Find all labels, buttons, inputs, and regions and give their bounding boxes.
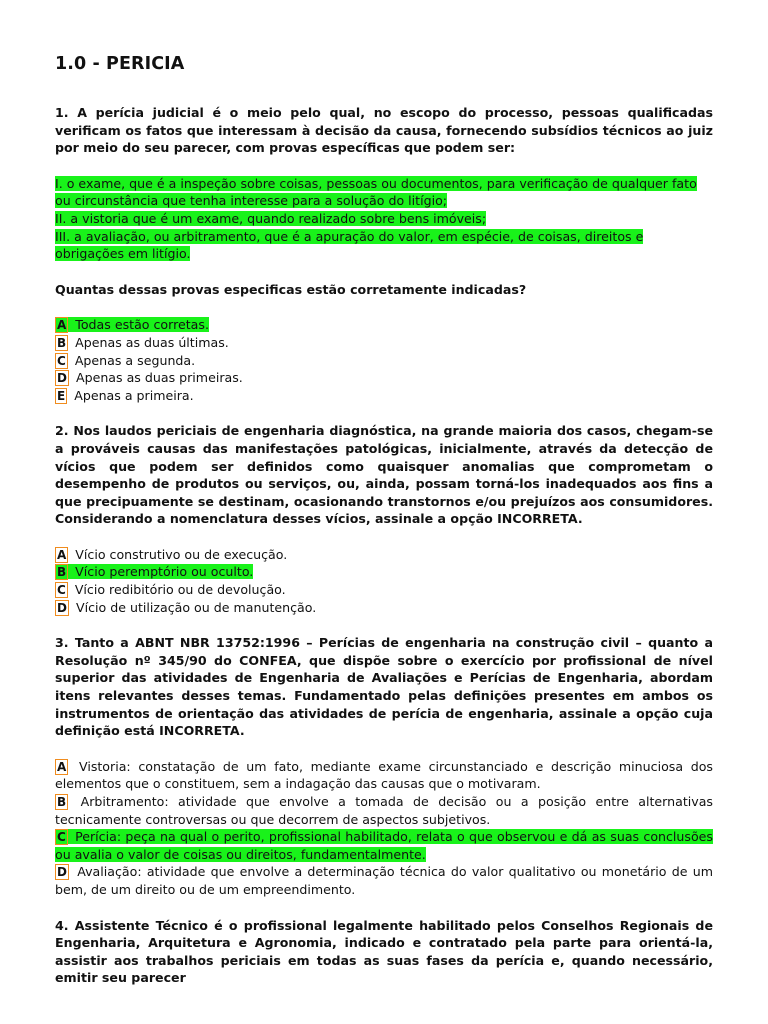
q1-option-d[interactable] — [55, 369, 713, 387]
question-1-statements — [55, 175, 713, 263]
option-text: Avaliação: atividade que envolve a determinação técnica do valor qualitativo ou monetário de um bem, de um direito ou de um empreendimento. — [55, 864, 713, 897]
question-2-text: 2. Nos laudos periciais de engenharia diagnóstica, na grande maioria dos casos, chegam-se a prováveis causas das manifestações patológicas, inicialmente, através da detecção de vícios que podem ser definidos como quaisquer anomalias que comprometam o desempenho de produtos ou serviços, ou, ainda, possam torná-los inadequados aos fins a que precipuamente se destinam, ocasionando transtornos e/ou prejuízos aos consumidores. Considerando a nomenclatura desses vícios, assinale a opção INCORRETA. — [55, 423, 713, 527]
question-1-prompt: Quantas dessas provas especificas estão corretamente indicadas? — [55, 281, 527, 297]
option-text: Apenas as duas últimas. — [71, 334, 229, 350]
option-text: Vício redibitório ou de devolução. — [70, 582, 286, 598]
option-letter: E — [57, 388, 66, 403]
option-letter: C — [57, 353, 66, 368]
question-1-text: 1. A perícia judicial é o meio pelo qual, no escopo do processo, pessoas qualificadas verificam os fatos que interessam à decisão da causa, fornecendo subsídios técnicos ao juiz por meio do seu parecer, com provas específicas que podem ser: — [55, 105, 713, 156]
q1-option-c[interactable] — [55, 352, 713, 370]
q3-option-d[interactable] — [55, 863, 713, 898]
option-letter: D — [57, 600, 67, 615]
q2-option-b[interactable] — [55, 563, 713, 581]
statement-ii: II. a vistoria que é um exame, quando realizado sobre bens imóveis; — [55, 210, 487, 226]
option-letter: A — [57, 759, 67, 774]
option-letter: A — [57, 547, 67, 562]
q3-option-b[interactable] — [55, 793, 713, 828]
option-text: Vistoria: constatação de um fato, mediante exame circunstanciado e descrição minuciosa dos elementos que o constituem, sem a indagação das causas que o motivaram. — [55, 758, 713, 792]
q3-option-a[interactable] — [55, 758, 713, 793]
option-text: Perícia: peça na qual o perito, profissional habilitado, relata o que observou e dá as suas conclusões ou avalia o valor de coisas ou direitos, fundamentalmente. — [55, 829, 713, 862]
question-2-options — [55, 546, 713, 616]
option-letter: D — [57, 865, 67, 880]
statement-i: I. o exame, que é a inspeção sobre coisas, pessoas ou documentos, para verificação de qualquer fato ou circunstância que tenha interesse para a solução do litígio; — [55, 175, 697, 209]
option-text: Apenas a segunda. — [70, 352, 196, 368]
option-text: Vício construtivo ou de execução. — [71, 546, 288, 562]
q1-option-a[interactable] — [55, 316, 713, 334]
option-letter: C — [57, 830, 66, 845]
question-1-options — [55, 316, 713, 404]
option-text: Apenas a primeira. — [70, 387, 194, 403]
section-title: 1.0 - PERICIA — [55, 54, 185, 74]
q2-option-a[interactable] — [55, 546, 713, 564]
option-letter: B — [57, 795, 67, 809]
statement-iii: III. a avaliação, ou arbitramento, que é a apuração do valor, em espécie, de coisas, direitos e obrigações em litígio. — [55, 228, 644, 262]
option-letter: D — [57, 371, 67, 386]
option-text: Vício peremptório ou oculto. — [71, 564, 254, 580]
option-letter: C — [57, 583, 66, 598]
option-text: Apenas as duas primeiras. — [71, 370, 243, 386]
option-text: Vício de utilização ou de manutenção. — [71, 599, 317, 615]
option-text: Todas estão corretas. — [71, 317, 209, 333]
question-3-options — [55, 758, 713, 899]
question-3-text: 3. Tanto a ABNT NBR 13752:1996 – Perícias de engenharia na construção civil – quanto a Resolução nº 345/90 do CONFEA, que dispõe sobre o exercício por profissional de nível superior das atividades de Engenharia de Avaliações e Perícias de Engenharia, abordam itens relevantes desses temas. Fundamentado pelas definições presentes em ambos os instrumentos de orientação das atividades de perícia de engenharia, assinale a opção cuja definição está INCORRETA. — [55, 635, 713, 739]
option-text: Arbitramento: atividade que envolve a tomada de decisão ou a posição entre alternativas tecnicamente controversas ou que decorrem de aspectos subjetivos. — [55, 794, 713, 827]
option-letter: B — [57, 335, 67, 350]
q2-option-c[interactable] — [55, 581, 713, 599]
question-4-text: 4. Assistente Técnico é o profissional legalmente habilitado pelos Conselhos Regionais de Engenharia, Arquitetura e Agronomia, indicado e contratado pela parte para orientá-la, assistir aos trabalhos periciais em todas as suas fases da perícia e, quando necessário, emitir seu parecer — [55, 917, 713, 986]
option-letter: A — [57, 318, 67, 333]
q1-option-e[interactable] — [55, 387, 713, 405]
q1-option-b[interactable] — [55, 334, 713, 352]
q2-option-d[interactable] — [55, 599, 713, 617]
option-letter: B — [57, 565, 67, 580]
q3-option-c[interactable] — [55, 828, 713, 863]
